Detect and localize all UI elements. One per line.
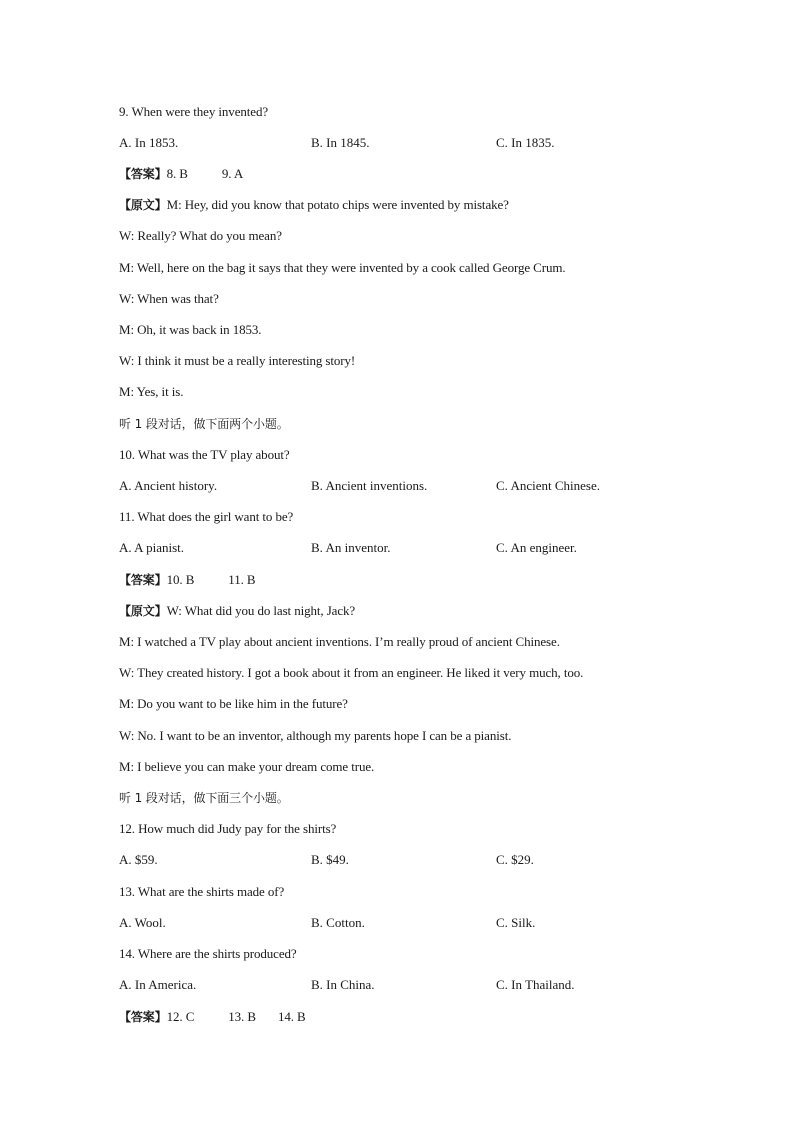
transcript-line: W: They created history. I got a book about it from an engineer. He liked it very much, too. xyxy=(119,665,584,680)
answer-label: 【答案】 xyxy=(119,167,167,181)
option-b: B. In China. xyxy=(311,977,375,992)
question-14-options xyxy=(119,977,679,993)
transcript-line: W: Really? What do you mean? xyxy=(119,228,282,243)
transcript-line: M: I believe you can make your dream come true. xyxy=(119,759,375,774)
transcript-line: M: Yes, it is. xyxy=(119,384,184,399)
question-9: 9. When were they invented? xyxy=(119,104,269,119)
answer-line-1 xyxy=(119,166,243,182)
option-c: C. In 1835. xyxy=(496,135,555,150)
question-11: 11. What does the girl want to be? xyxy=(119,509,294,524)
option-c: C. An engineer. xyxy=(496,540,577,555)
answer-label: 【答案】 xyxy=(119,1010,167,1024)
answer-label: 【答案】 xyxy=(119,573,167,587)
answer-line-3 xyxy=(119,1009,306,1025)
transcript-line: 【原文】W: What did you do last night, Jack? xyxy=(119,603,356,618)
question-10-options xyxy=(119,478,679,494)
question-10: 10. What was the TV play about? xyxy=(119,447,290,462)
question-12: 12. How much did Judy pay for the shirts? xyxy=(119,821,337,836)
question-11-options xyxy=(119,540,679,556)
answer-line-2 xyxy=(119,572,255,588)
option-a: A. $59. xyxy=(119,852,158,867)
question-13: 13. What are the shirts made of? xyxy=(119,884,285,899)
answer-item: 13. B xyxy=(228,1009,256,1024)
answer-item: 10. B xyxy=(166,572,195,587)
question-13-options xyxy=(119,915,679,931)
option-b: B. Ancient inventions. xyxy=(311,478,428,493)
transcript-line: W: When was that? xyxy=(119,291,219,306)
option-b: B. In 1845. xyxy=(311,135,370,150)
answer-item: 8. B xyxy=(166,166,188,181)
option-a: A. Wool. xyxy=(119,915,166,930)
option-c: C. In Thailand. xyxy=(496,977,575,992)
option-a: A. Ancient history. xyxy=(119,478,218,493)
option-a: A. In 1853. xyxy=(119,135,179,150)
transcript-line: 【原文】M: Hey, did you know that potato chips were invented by mistake? xyxy=(119,197,509,212)
transcript-line: M: I watched a TV play about ancient inventions. I’m really proud of ancient Chinese. xyxy=(119,634,560,649)
option-b: B. An inventor. xyxy=(311,540,391,555)
transcript-line: M: Oh, it was back in 1853. xyxy=(119,322,262,337)
transcript-label: 【原文】 xyxy=(119,198,167,212)
option-b: B. Cotton. xyxy=(311,915,365,930)
option-b: B. $49. xyxy=(311,852,349,867)
transcript-line: W: I think it must be a really interesting story! xyxy=(119,353,356,368)
transcript-label: 【原文】 xyxy=(119,604,167,618)
question-9-options xyxy=(119,135,679,151)
question-12-options xyxy=(119,852,679,868)
question-14: 14. Where are the shirts produced? xyxy=(119,946,297,961)
option-c: C. Silk. xyxy=(496,915,536,930)
answer-item: 9. A xyxy=(221,166,244,181)
answer-item: 14. B xyxy=(277,1009,306,1024)
option-c: C. $29. xyxy=(496,852,534,867)
section-heading: 听 1 段对话，做下面三个小题。 xyxy=(119,791,289,805)
option-a: A. In America. xyxy=(119,977,197,992)
transcript-line: M: Do you want to be like him in the future? xyxy=(119,696,348,711)
transcript-line: M: Well, here on the bag it says that they were invented by a cook called George Crum. xyxy=(119,260,566,275)
option-c: C. Ancient Chinese. xyxy=(496,478,600,493)
transcript-line: W: No. I want to be an inventor, although my parents hope I can be a pianist. xyxy=(119,728,512,743)
answer-item: 12. C xyxy=(166,1009,195,1024)
answer-item: 11. B xyxy=(228,572,256,587)
section-heading: 听 1 段对话，做下面两个小题。 xyxy=(119,417,289,431)
option-a: A. A pianist. xyxy=(119,540,185,555)
